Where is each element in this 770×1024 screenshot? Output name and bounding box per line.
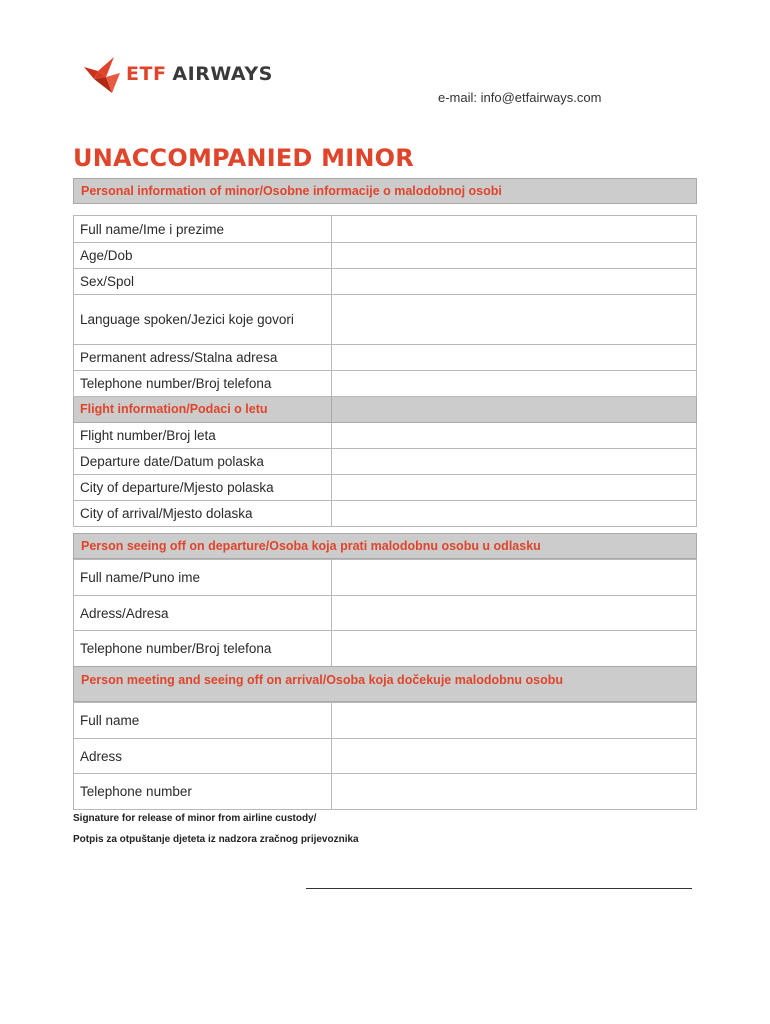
logo-text-airways: AIRWAYS [172,63,273,85]
departure-person-name-field[interactable] [332,560,697,596]
field-label: Sex/Spol [74,269,332,295]
field-label: Adress [74,739,332,774]
table-row [74,345,697,371]
table-row [74,501,697,527]
field-label: Full name/Ime i prezime [74,216,332,243]
field-label: City of departure/Mjesto polaska [74,475,332,501]
departure-person-address-field[interactable] [332,596,697,631]
signature-label-en: Signature for release of minor from airline custody/ [73,813,317,824]
table-row [74,560,697,596]
table-row [74,423,697,449]
arrival-person-table [73,702,697,810]
section-header-flight [74,397,697,423]
signature-line[interactable] [306,888,692,889]
table-row [74,739,697,774]
field-label: Permanent adress/Stalna adresa [74,345,332,371]
logo-text-etf: ETF [126,63,167,85]
crane-bird-icon [82,53,122,95]
field-label: Telephone number [74,774,332,810]
field-label: City of arrival/Mjesto dolaska [74,501,332,527]
table-row [74,449,697,475]
contact-email: e-mail: info@etfairways.com [438,90,602,105]
company-logo [82,52,273,96]
field-label: Telephone number/Broj telefona [74,631,332,667]
field-label: Telephone number/Broj telefona [74,371,332,397]
field-label: Adress/Adresa [74,596,332,631]
flight-number-field[interactable] [332,423,697,449]
table-row [74,703,697,739]
form-title: UNACCOMPANIED MINOR [73,144,414,172]
table-row [74,269,697,295]
age-field[interactable] [332,243,697,269]
permanent-address-field[interactable] [332,345,697,371]
arrival-person-name-field[interactable] [332,703,697,739]
departure-person-telephone-field[interactable] [332,631,697,667]
field-label: Flight number/Broj leta [74,423,332,449]
telephone-field[interactable] [332,371,697,397]
table-row [74,475,697,501]
field-label: Age/Dob [74,243,332,269]
section-header-arrival-person: Person meeting and seeing off on arrival/Osoba koja dočekuje malodobnu osobu [73,666,697,702]
table-row [74,774,697,810]
language-field[interactable] [332,295,697,345]
sex-field[interactable] [332,269,697,295]
table-row [74,216,697,243]
section-header-label: Flight information/Podaci o letu [74,397,332,423]
section-header-departure-person: Person seeing off on departure/Osoba koja prati malodobnu osobu u odlasku [73,533,697,559]
table-row [74,243,697,269]
field-label: Language spoken/Jezici koje govori [74,295,332,345]
table-row [74,295,697,345]
field-label: Full name [74,703,332,739]
departure-date-field[interactable] [332,449,697,475]
table-row [74,371,697,397]
departure-city-field[interactable] [332,475,697,501]
arrival-person-address-field[interactable] [332,739,697,774]
field-label: Departure date/Datum polaska [74,449,332,475]
signature-label-hr: Potpis za otpuštanje djeteta iz nadzora zračnog prijevoznika [73,834,359,845]
section-header-personal: Personal information of minor/Osobne informacije o malodobnoj osobi [73,178,697,204]
full-name-field[interactable] [332,216,697,243]
field-label: Full name/Puno ime [74,560,332,596]
table-row [74,596,697,631]
personal-info-table [73,215,697,527]
table-row [74,631,697,667]
arrival-city-field[interactable] [332,501,697,527]
departure-person-table [73,559,697,667]
arrival-person-telephone-field[interactable] [332,774,697,810]
